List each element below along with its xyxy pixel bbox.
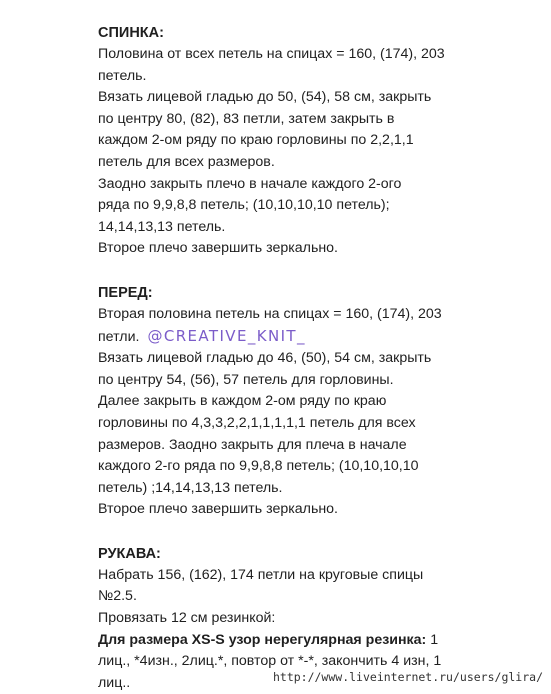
text-line: Второе плечо завершить зеркально.	[98, 240, 339, 257]
text-line: Провязать 12 см резинкой:	[98, 610, 276, 627]
source-url: http://www.liveinternet.ru/users/glira/	[272, 670, 543, 684]
section-heading-spinka: СПИНКА:	[98, 25, 164, 41]
text-line: по центру 80, (82), 83 петли, затем закрыть в	[98, 110, 395, 127]
watermark-handle: @CREATIVE_KNIT_	[147, 326, 306, 345]
text-line: Вторая половина петель на спицах = 160, (174), 203	[98, 305, 442, 322]
text-line: Вязать лицевой гладью до 50, (54), 58 см, закрыть	[98, 89, 432, 106]
pattern-value: 1	[426, 631, 439, 648]
text-line: Набрать 156, (162), 174 петли на круговые спицы	[98, 566, 424, 583]
text-line: по центру 54, (56), 57 петель для горловины.	[98, 371, 394, 388]
section-heading-rukava: РУКАВА:	[98, 545, 161, 562]
text-line: Далее закрыть в каждом 2-ом ряду по краю	[98, 393, 387, 410]
text-line: Второе плечо завершить зеркально.	[98, 501, 339, 518]
text-line: Вязать лицевой гладью до 46, (50), 54 см, закрыть	[98, 350, 432, 367]
text-line: 14,14,13,13 петель.	[98, 218, 226, 235]
text-line: №2.5.	[98, 588, 137, 605]
text-line: ряда по 9,9,8,8 петель; (10,10,10,10 петель);	[98, 197, 390, 214]
text-line: петель для всех размеров.	[98, 153, 275, 170]
pattern-label: Для размера XS-S узор нерегулярная резинка:	[98, 631, 427, 648]
text-line: Заодно закрыть плечо в начале каждого 2-ого	[98, 175, 402, 192]
pattern-line	[98, 630, 538, 652]
text-line: горловины по 4,3,3,2,2,1,1,1,1,1 петель для всех	[98, 414, 416, 431]
text-line: петель) ;14,14,13,13 петель.	[98, 479, 283, 496]
section-gap	[98, 521, 538, 543]
section-heading-pered: ПЕРЕД:	[98, 284, 153, 301]
document-body	[98, 22, 538, 694]
text-line: каждом 2-ом ряду по краю горловины по 2,2,1,1	[98, 132, 414, 149]
text-line-with-watermark	[98, 326, 538, 349]
text-line-fragment: петли.	[98, 328, 140, 345]
text-line: размеров. Заодно закрыть для плеча в начале	[98, 436, 407, 453]
section-spinka	[98, 22, 538, 260]
section-pered	[98, 282, 538, 521]
text-line: петель.	[98, 67, 147, 84]
text-line: Половина от всех петель на спицах = 160, (174), 203	[98, 46, 445, 62]
text-line: лиц..	[98, 674, 131, 691]
section-gap	[98, 260, 538, 282]
text-line: каждого 2-го ряда по 9,9,8,8 петель; (10,10,10,10	[98, 458, 419, 475]
text-line: лиц., *4изн., 2лиц.*, повтор от *-*, закончить 4 изн, 1	[98, 653, 442, 670]
